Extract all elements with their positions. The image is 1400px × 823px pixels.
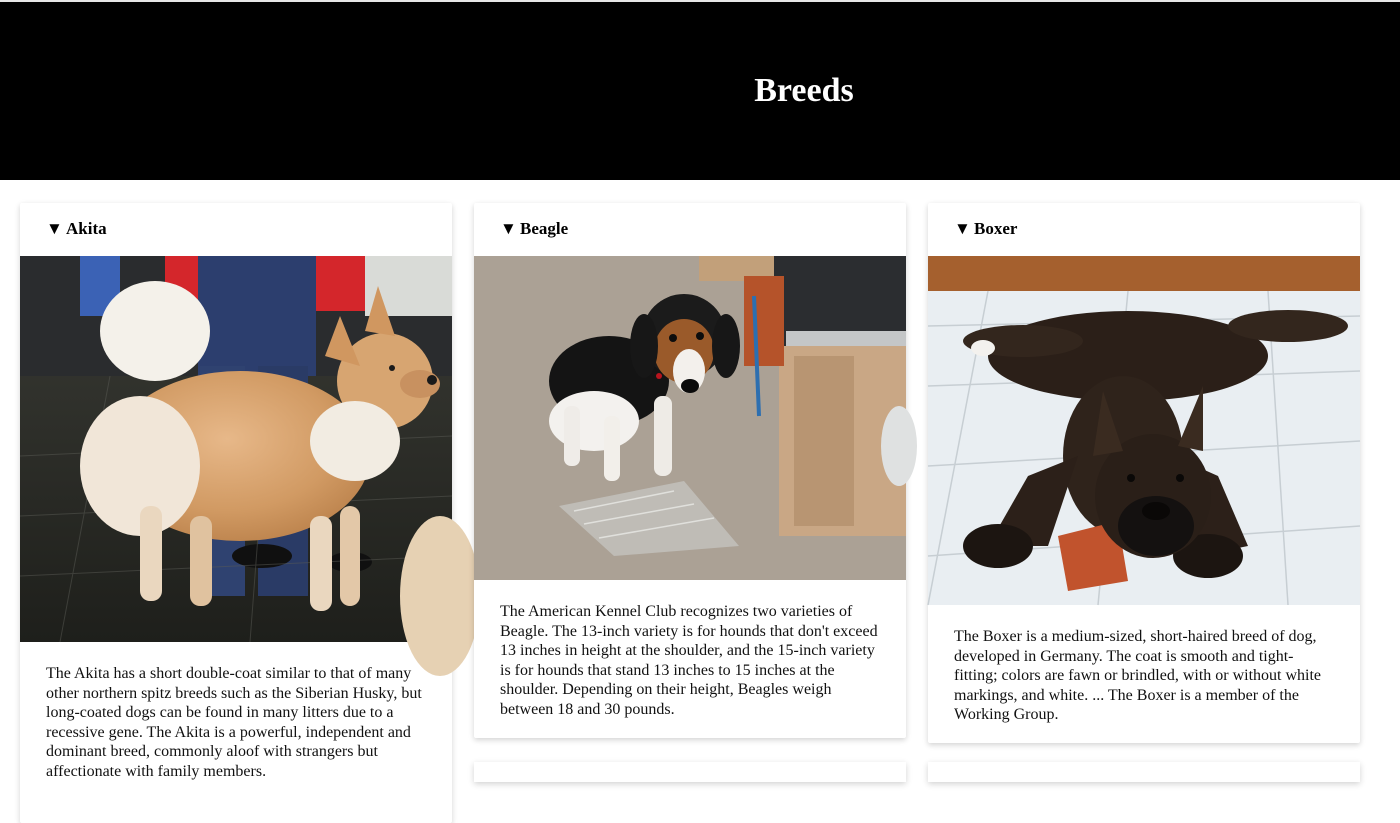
page-header [0,2,1400,180]
breed-name-akita: Akita [66,219,107,238]
breed-card-next [928,762,1360,782]
breed-card-header-akita[interactable] [20,203,452,256]
triangle-down-icon: ▼ [954,219,971,238]
breed-name-beagle: Beagle [520,219,569,238]
breed-description-beagle: The American Kennel Club recognizes two varieties of Beagle. The 13-inch variety is for hounds that don't exceed 13 inches in height at the shoulder, and the 15-inch variety is for hounds that stand 13 inches to 15 inches at the shoulder. Depending on their height, Beagles weigh between 18 and 30 pounds. [500,603,878,718]
breed-card-boxer [928,203,1360,743]
akita-photo [20,256,452,642]
breed-name-boxer: Boxer [974,219,1018,238]
triangle-down-icon: ▼ [500,219,517,238]
triangle-down-icon: ▼ [46,219,63,238]
page-title: Breeds [754,72,854,109]
beagle-photo [474,256,906,580]
breed-card-header-boxer[interactable] [928,203,1360,256]
breed-description-boxer: The Boxer is a medium-sized, short-haired breed of dog, developed in Germany. The coat is smooth and tight-fitting; colors are fawn or brindled, with or without white markings, and white. ... The Boxer is a member of the Working Group. [954,628,1322,724]
breed-card-header-beagle[interactable] [474,203,906,256]
boxer-photo [928,256,1360,605]
breed-card-akita [20,203,452,823]
breed-card-next [474,762,906,782]
breed-card-beagle [474,203,906,738]
breed-description-akita: The Akita has a short double-coat similar to that of many other northern spitz breeds such as the Siberian Husky, but long-coated dogs can be found in many litters due to a recessive gene. The Akita is a powerful, independent and dominant breed, commonly aloof with strangers but affectionate with family members. [46,665,422,780]
